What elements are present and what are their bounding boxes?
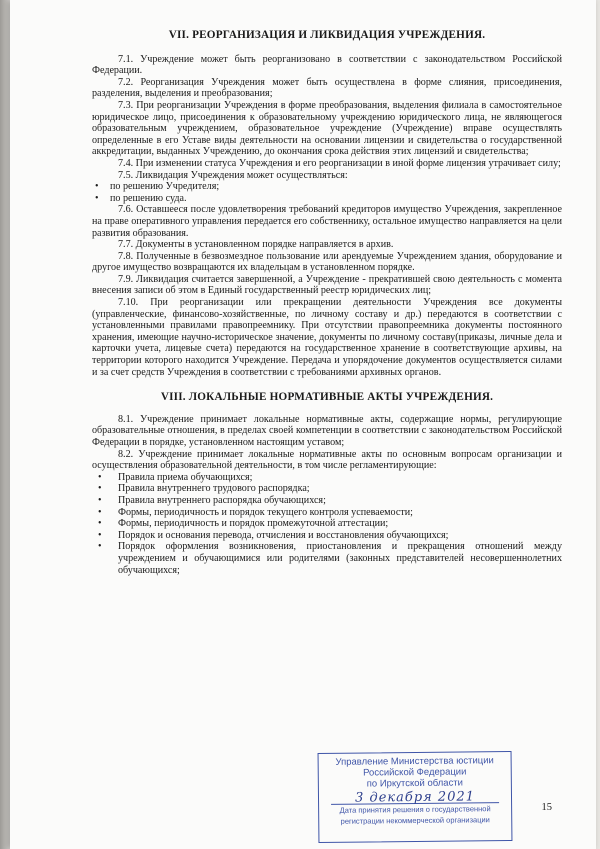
list-item: • Порядок оформления возникновения, приостановления и прекращения отношений между учреждением и обучающимися или родителями (законных представителей несовершеннолетних обучающихся;	[92, 541, 562, 576]
local-acts-list	[92, 472, 562, 576]
stamp-caption-2: регистрации некоммерческой организации	[340, 814, 490, 826]
document-page	[10, 0, 596, 849]
section-8-title: VIII. ЛОКАЛЬНЫЕ НОРМАТИВНЫЕ АКТЫ УЧРЕЖДЕНИЯ.	[160, 391, 494, 404]
scan-binding-edge	[0, 0, 10, 849]
paragraph-7-6: 7.6. Оставшееся после удовлетворения требований кредиторов имущество Учреждения, закрепленное на праве оперативного управления передается его собственнику, остальное имущество направляется на цели развития образования.	[92, 204, 562, 239]
stamp-line-ministry: Управление Министерства юстиции	[335, 755, 494, 768]
paragraph-7-4: 7.4. При изменении статуса Учреждения и его реорганизации в иной форме лицензия утрачивает силу;	[118, 157, 561, 169]
paragraph-7-2: 7.2. Реорганизация Учреждения может быть осуществлена в форме слияния, присоединения, разделения, выделения и преобразования;	[92, 76, 562, 100]
list-item: • Формы, периодичность и порядок текущего контроля успеваемости;	[92, 507, 562, 519]
list-item: • Правила внутреннего распорядка обучающихся;	[92, 495, 562, 507]
list-item: • по решению суда.	[92, 193, 562, 205]
list-item: • по решению Учредителя;	[92, 181, 562, 193]
stamp-handwritten-date: 3 декабря 2021	[331, 791, 499, 805]
section-7-title: VII. РЕОРГАНИЗАЦИЯ И ЛИКВИДАЦИЯ УЧРЕЖДЕНИЯ.	[168, 29, 486, 41]
page-number: 15	[541, 802, 552, 813]
list-item: • Порядок и основания перевода, отчисления и восстановления обучающихся;	[92, 530, 562, 542]
page-content	[92, 30, 562, 576]
paragraph-7-1: 7.1. Учреждение может быть реорганизовано в соответствии с законодательством Российской Федерации.	[92, 53, 562, 77]
list-item: • Правила внутреннего трудового распорядка;	[92, 483, 562, 495]
paragraph-8-2: 8.2. Учреждение принимает локальные нормативные акты по основным вопросам организации и осуществления образовательной деятельности, в том числе регламентирующие:	[92, 448, 562, 472]
list-item: • Правила приема обучающихся;	[92, 472, 562, 484]
paragraph-7-7: 7.7. Документы в установленном порядке направляется в архив.	[118, 239, 394, 251]
paragraph-8-1: 8.1. Учреждение принимает локальные нормативные акты, содержащие нормы, регулирующие образовательные отношения, в пределах своей компетенции в соответствии с законодательством Российской Федерации в порядке, установленном настоящим уставом;	[92, 413, 562, 448]
registration-stamp	[318, 751, 513, 843]
paragraph-7-3: 7.3. При реорганизации Учреждения в форме преобразования, выделения филиала в самостоятельное юридическое лицо, присоединения к образовательному учреждению юридического лица, не являющегося образовательным учреждением, образовательное учреждение (Учреждение) вправе осуществлять определенные в его Уставе виды деятельности на основании лицензии и свидетельства о государственной аккредитации, выданных Учреждению, до окончания срока действия этих лицензий и свидетельства;	[92, 99, 562, 158]
stamp-caption-1: Дата принятия решения о государственной	[339, 804, 491, 815]
paragraph-7-8: 7.8. Полученные в безвозмездное пользование или арендуемые Учреждением здания, оборудование и другое имущество возвращаются их владельцам в установленном порядке.	[92, 250, 562, 274]
paragraph-7-10: 7.10. При реорганизации или прекращении деятельности Учреждения все документы (управленческие, финансово-хозяйственные, по личному составу и др.) передаются в соответствии с установленными правилами правопреемнику. При отсутствии правопреемника документы постоянного хранения, имеющие научно-историческое значение, документы по личному составу(приказы, личные дела и карточки учета, лицевые счета) передаются на государственное хранение в соответствующие архивы, на территории которого находится Учреждение. Передача и упорядочение документов осуществляется силами и за счет средств Учреждения в соответствии с требованиями архивных органов.	[92, 297, 562, 378]
stamp-line-region: по Иркутской области	[366, 777, 464, 790]
liquidation-grounds-list	[92, 181, 562, 204]
list-item: • Формы, периодичность и порядок промежуточной аттестации;	[92, 518, 562, 530]
paragraph-7-5: 7.5. Ликвидация Учреждения может осуществляться:	[118, 169, 348, 181]
stamp-line-country: Российской Федерации	[363, 766, 467, 779]
paragraph-7-9: 7.9. Ликвидация считается завершенной, а Учреждение - прекратившей свою деятельность с момента внесения записи об этом в Единый государственный реестр юридических лиц;	[92, 273, 562, 297]
